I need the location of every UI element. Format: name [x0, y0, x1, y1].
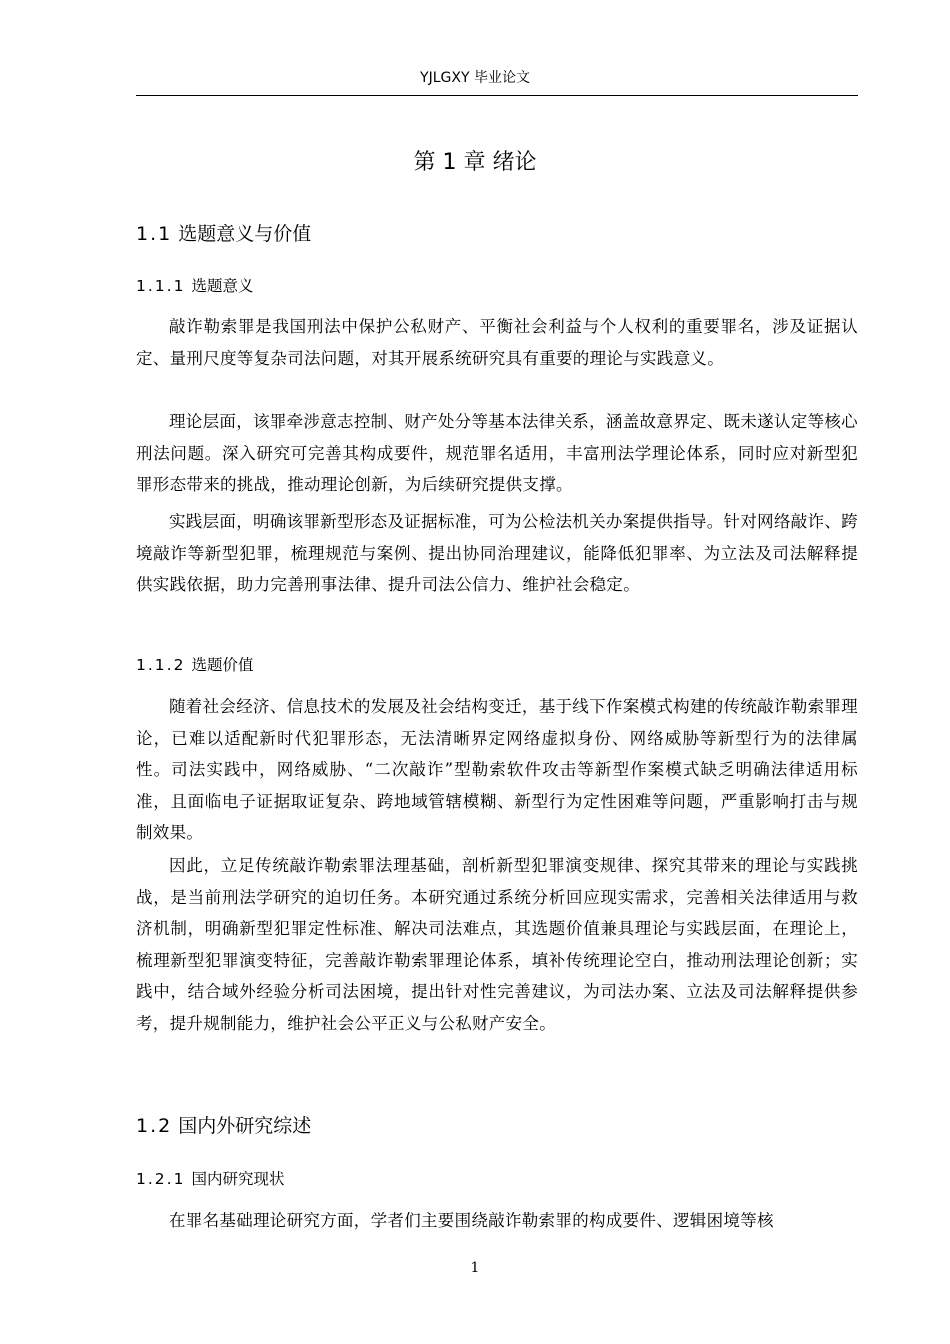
section-heading-1-1	[136, 220, 311, 248]
section-number: 1.2	[136, 1115, 173, 1137]
section-title: 国内外研究综述	[178, 1115, 312, 1137]
section-heading-1-2	[136, 1112, 311, 1140]
subsection-title: 国内研究现状	[191, 1170, 285, 1188]
paragraph: 随着社会经济、信息技术的发展及社会结构变迁，基于线下作案模式构建的传统敲诈勒索罪理论，已难以适配新时代犯罪形态，无法清晰界定网络虚拟身份、网络威胁等新型行为的法律属性。司法实践中，网络威胁、“二次敲诈”型勒索软件攻击等新型作案模式缺乏明确法律适用标准，且面临电子证据取证复杂、跨地域管辖模糊、新型行为定性困难等问题，严重影响打击与规制效果。	[136, 697, 858, 842]
subsection-heading-1-1-2	[136, 654, 253, 676]
subsection-number: 1.1.1	[136, 277, 186, 295]
paragraph: 在罪名基础理论研究方面，学者们主要围绕敲诈勒索罪的构成要件、逻辑困境等核	[169, 1211, 774, 1230]
paragraph: 理论层面，该罪牵涉意志控制、财产处分等基本法律关系，涵盖故意界定、既未遂认定等核心刑法问题。深入研究可完善其构成要件，规范罪名适用，丰富刑法学理论体系，同时应对新型犯罪形态带来的挑战，推动理论创新，为后续研究提供支撑。	[136, 412, 858, 494]
paragraph: 敲诈勒索罪是我国刑法中保护公私财产、平衡社会利益与个人权利的重要罪名，涉及证据认定、量刑尺度等复杂司法问题，对其开展系统研究具有重要的理论与实践意义。	[136, 317, 858, 368]
section-title: 选题意义与价值	[178, 223, 312, 245]
page-number: 1	[470, 1260, 480, 1276]
subsection-heading-1-1-1	[136, 275, 253, 297]
subsection-number: 1.2.1	[136, 1170, 186, 1188]
paragraph: 因此，立足传统敲诈勒索罪法理基础，剖析新型犯罪演变规律、探究其带来的理论与实践挑战，是当前刑法学研究的迫切任务。本研究通过系统分析回应现实需求，完善相关法律适用与救济机制，明确新型犯罪定性标准、解决司法难点，其选题价值兼具理论与实践层面，在理论上，梳理新型犯罪演变特征，完善敲诈勒索罪理论体系，填补传统理论空白，推动刑法理论创新；实践中，结合域外经验分析司法困境，提出针对性完善建议，为司法办案、立法及司法解释提供参考，提升规制能力，维护社会公平正义与公私财产安全。	[136, 856, 858, 1033]
page-header: YJLGXY 毕业论文	[420, 70, 530, 86]
paragraph: 实践层面，明确该罪新型形态及证据标准，可为公检法机关办案提供指导。针对网络敲诈、跨境敲诈等新型犯罪，梳理规范与案例、提出协同治理建议，能降低犯罪率、为立法及司法解释提供实践依据，助力完善刑事法律、提升司法公信力、维护社会稳定。	[136, 512, 858, 594]
chapter-title: 第 1 章 绪论	[413, 150, 537, 175]
subsection-heading-1-2-1	[136, 1168, 284, 1190]
header-divider	[136, 95, 858, 96]
subsection-title: 选题价值	[191, 656, 254, 674]
section-number: 1.1	[136, 223, 173, 245]
subsection-number: 1.1.2	[136, 656, 186, 674]
subsection-title: 选题意义	[191, 277, 254, 295]
